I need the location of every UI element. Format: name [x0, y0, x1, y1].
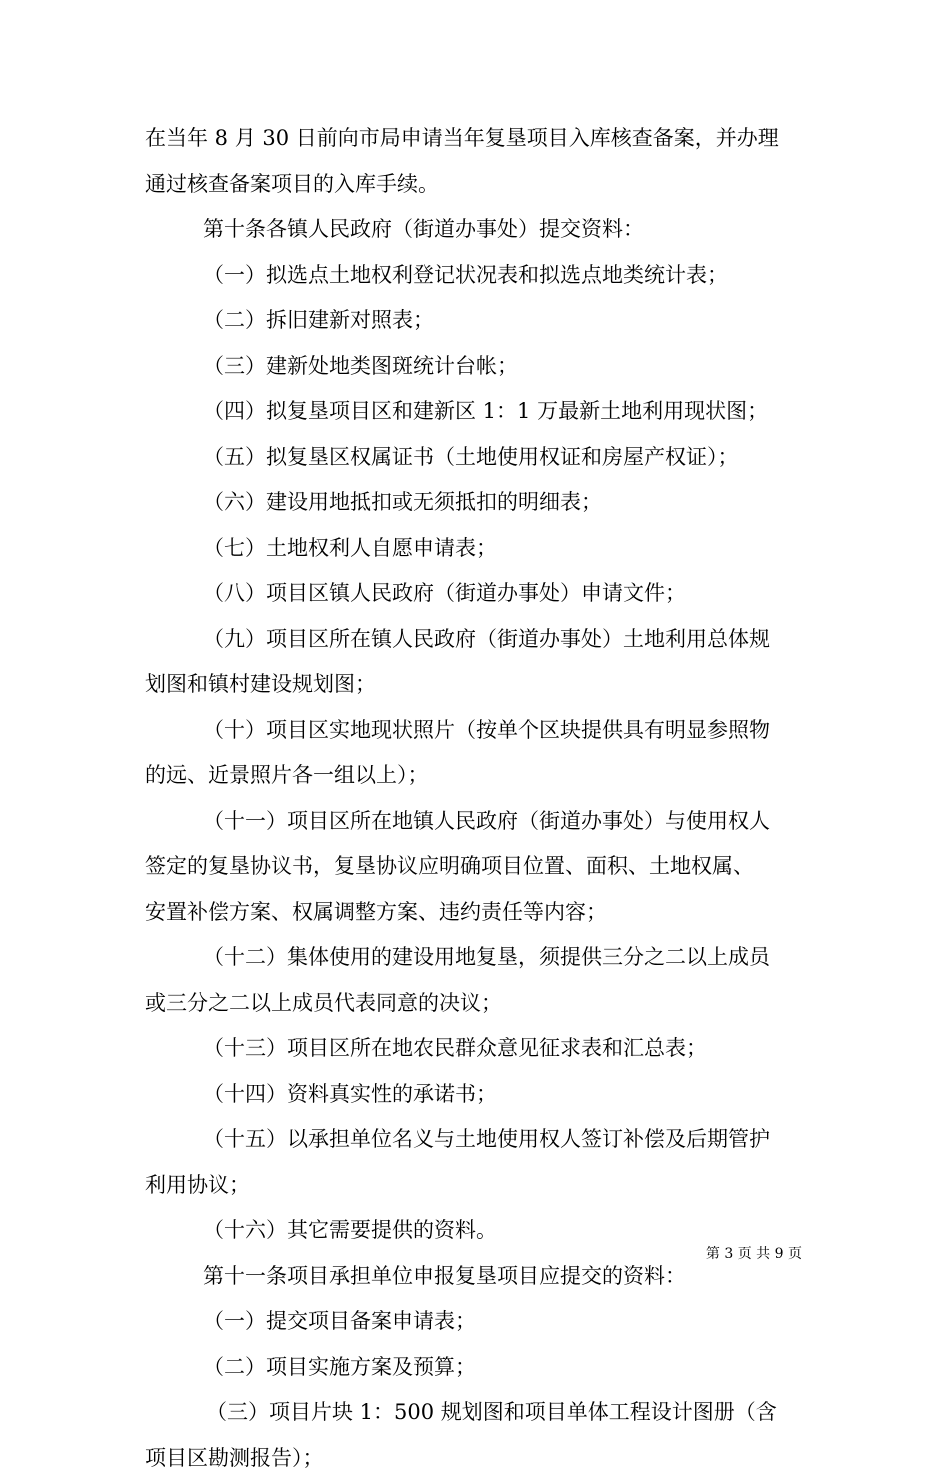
text-line: 签定的复垦协议书，复垦协议应明确项目位置、面积、土地权属、: [145, 844, 810, 890]
list-item: （十一）项目区所在地镇人民政府（街道办事处）与使用权人: [145, 799, 810, 845]
list-item: （三）项目片块 1：500 规划图和项目单体工程设计图册（含: [145, 1390, 810, 1436]
list-item: （六）建设用地抵扣或无须抵扣的明细表；: [145, 480, 810, 526]
document-body: [145, 116, 810, 1481]
list-item: （十四）资料真实性的承诺书；: [145, 1072, 810, 1118]
text-line: 安置补偿方案、权属调整方案、违约责任等内容；: [145, 890, 810, 936]
list-item: （四）拟复垦项目区和建新区 1：1 万最新土地利用现状图；: [145, 389, 810, 435]
text-line: 通过核查备案项目的入库手续。: [145, 162, 810, 208]
article-heading: 第十条各镇人民政府（街道办事处）提交资料：: [145, 207, 810, 253]
list-item: （一）提交项目备案申请表；: [145, 1299, 810, 1345]
list-item: （十五）以承担单位名义与土地使用权人签订补偿及后期管护: [145, 1117, 810, 1163]
list-item: （七）土地权利人自愿申请表；: [145, 526, 810, 572]
list-item: （十六）其它需要提供的资料。: [145, 1208, 810, 1254]
list-item: （二）项目实施方案及预算；: [145, 1345, 810, 1391]
list-item: （五）拟复垦区权属证书（土地使用权证和房屋产权证）；: [145, 435, 810, 481]
text-line: 或三分之二以上成员代表同意的决议；: [145, 981, 810, 1027]
text-line: 在当年 8 月 30 日前向市局申请当年复垦项目入库核查备案，并办理: [145, 116, 810, 162]
list-item: （三）建新处地类图斑统计台帐；: [145, 344, 810, 390]
text-line: 的远、近景照片各一组以上）；: [145, 753, 810, 799]
article-heading: 第十一条项目承担单位申报复垦项目应提交的资料：: [145, 1254, 810, 1300]
list-item: （二）拆旧建新对照表；: [145, 298, 810, 344]
list-item: （十）项目区实地现状照片（按单个区块提供具有明显参照物: [145, 708, 810, 754]
list-item: （九）项目区所在镇人民政府（街道办事处）土地利用总体规: [145, 617, 810, 663]
text-line: 利用协议；: [145, 1163, 810, 1209]
list-item: （十二）集体使用的建设用地复垦，须提供三分之二以上成员: [145, 935, 810, 981]
list-item: （一）拟选点土地权利登记状况表和拟选点地类统计表；: [145, 253, 810, 299]
text-line: 项目区勘测报告）；: [145, 1436, 810, 1481]
page-number-footer: 第 3 页 共 9 页: [706, 1244, 802, 1264]
text-line: 划图和镇村建设规划图；: [145, 662, 810, 708]
list-item: （八）项目区镇人民政府（街道办事处）申请文件；: [145, 571, 810, 617]
list-item: （十三）项目区所在地农民群众意见征求表和汇总表；: [145, 1026, 810, 1072]
